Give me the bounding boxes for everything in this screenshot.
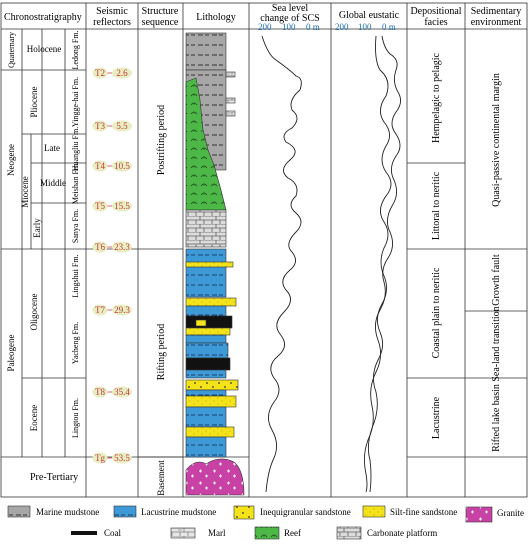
structure-sequence	[156, 105, 167, 496]
system-neogene: Neogene	[6, 144, 16, 176]
header-global-eustatic: Global eustatic	[338, 10, 400, 21]
env-rifted-lake: Rifted lake basin	[491, 384, 502, 452]
litho-lacustrine-2	[186, 306, 226, 316]
legend-inequigranular	[234, 506, 351, 519]
reflector-t7	[93, 305, 133, 316]
litho-lacustrine-8	[186, 437, 226, 457]
sea-scale-tick-0: 0 m	[306, 22, 320, 32]
reflector-tg	[93, 453, 133, 464]
depositional-facies	[431, 52, 442, 439]
legend-label-carbonate: Carbonate platform	[367, 528, 438, 538]
facies-littoral: Littoral to neritic	[431, 171, 442, 241]
header-seismic-line2: reflectors	[93, 17, 131, 28]
sedimentary-environment	[491, 73, 502, 452]
formation-yinggehai: Yingge-hai Fm.	[71, 76, 80, 128]
litho-lacustrine-1	[186, 249, 226, 297]
legend-marl	[171, 528, 226, 538]
formation-lingshui: Lingshui Fm.	[71, 254, 80, 298]
reflector-code: T2	[95, 68, 105, 78]
global-scale-tick-200: 200	[335, 22, 349, 32]
sea-level-curve-global-2	[364, 36, 400, 492]
legend-label-granite: Granite	[497, 508, 524, 518]
legend-label-inequigranular: Inequigranular sandstone	[260, 507, 351, 517]
legend-swatch-granite	[466, 507, 492, 522]
formations	[71, 30, 80, 438]
formation-yacheng: Yacheng Fm.	[71, 321, 80, 365]
sea-scale-tick-100: 100	[282, 22, 296, 32]
reflector-code: T5	[95, 201, 105, 211]
legend-reef	[255, 527, 301, 539]
legend-swatch-marine	[8, 506, 30, 517]
reflector-age: 35.4	[114, 387, 130, 397]
litho-marl-ledge-1	[226, 72, 235, 77]
reflector-age: 10.5	[114, 161, 130, 171]
sea-level-curve-scs	[262, 36, 301, 492]
litho-silt-3	[186, 328, 230, 335]
legend-swatch-reef	[255, 527, 279, 539]
reflector-code: T8	[95, 387, 105, 397]
litho-lacustrine-6	[186, 390, 226, 396]
reflector-t3	[93, 121, 133, 132]
reflector-age: 29.3	[114, 305, 130, 315]
reflector-age: 15.5	[114, 201, 130, 211]
system-pretertiary: Pre-Tertiary	[30, 472, 79, 483]
column-headers	[4, 3, 521, 32]
reflector-t4	[93, 161, 133, 172]
reflector-age: 23.3	[114, 242, 130, 252]
reflector-age: 2.6	[116, 68, 128, 78]
series-late: Late	[44, 143, 60, 153]
legend-label-marine: Marine mudstone	[36, 507, 100, 517]
litho-silt-1	[186, 262, 233, 267]
series-middle: Middle	[40, 178, 66, 188]
header-sea-level-line1: Sea level	[271, 3, 309, 14]
legend-swatch-inequigranular	[234, 506, 254, 519]
litho-lacustrine-7	[186, 407, 226, 427]
legend-lacustrine	[114, 506, 216, 517]
reflector-code: Tg	[95, 453, 105, 463]
reflector-t8	[93, 387, 133, 398]
env-growth-fault: Growth fault	[491, 254, 502, 306]
header-depositional-line2: facies	[424, 17, 448, 28]
legend-silt	[363, 506, 457, 517]
sea-level-curve-global-1	[368, 36, 391, 492]
reflector-t6	[93, 242, 133, 253]
legend-swatch-lacustrine	[114, 506, 136, 517]
litho-inequi-1	[196, 320, 206, 326]
header-structure-line1: Structure	[141, 6, 179, 17]
formation-lingtou: Lingtou Fm.	[71, 397, 80, 439]
series-oligocene: Oligocene	[29, 293, 39, 331]
formation-ledong: Ledong Fm.	[71, 30, 80, 70]
facies-coastal: Coastal plain to neritic	[431, 267, 442, 359]
litho-lacustrine-3	[186, 335, 226, 343]
legend-label-silt: Silt-fine sandstone	[390, 507, 458, 517]
litho-lacustrine-4	[186, 343, 228, 358]
sea-scale-tick-200: 200	[258, 22, 272, 32]
legend-swatch-coal	[71, 531, 97, 535]
env-quasi-passive: Quasi-passive continental margin	[491, 73, 502, 207]
header-environment-line2: environment	[470, 17, 522, 28]
litho-marl-ledge-2	[226, 98, 235, 103]
seismic-reflectors	[93, 68, 133, 464]
series-miocene: Miocene	[20, 176, 30, 208]
global-scale-tick-0: 0 m	[382, 22, 396, 32]
legend-granite	[466, 507, 524, 522]
legend-marine	[8, 506, 99, 517]
litho-carbonate	[186, 210, 226, 247]
lithology-column	[186, 33, 244, 495]
reflector-code: T6	[95, 242, 105, 252]
litho-silt-5	[186, 427, 234, 437]
litho-marl-ledge-3	[226, 111, 235, 116]
header-lithology: Lithology	[196, 12, 236, 23]
structure-postrifting: Postrifting period	[156, 104, 167, 176]
litho-marine-top	[186, 33, 226, 70]
legend-swatch-marl	[171, 528, 195, 538]
reflector-age: 5.5	[116, 121, 128, 131]
series-eocene: Eocene	[29, 404, 39, 432]
litho-silt-4	[186, 396, 236, 407]
header-chronostratigraphy: Chronostratigraphy	[4, 12, 82, 23]
series-pliocene: Pliocene	[29, 86, 39, 118]
litho-silt-2	[186, 298, 236, 306]
formation-huangliu: Huangliu Fm.	[71, 126, 80, 172]
global-scale-tick-100: 100	[358, 22, 372, 32]
legend-label-lacustrine: Lacustrine mudstone	[141, 507, 217, 517]
system-paleogene: Paleogene	[6, 334, 16, 372]
reflector-code: T3	[95, 121, 105, 131]
reflector-code: T4	[95, 161, 105, 171]
litho-coal-2	[186, 358, 230, 370]
header-seismic-line1: Seismic	[96, 6, 128, 17]
facies-lacustrine: Lacustrine	[431, 396, 442, 440]
series-early: Early	[32, 218, 42, 238]
env-sea-land: Sea-land transition	[491, 306, 502, 382]
structure-rifting: Rifting period	[156, 323, 167, 381]
facies-hemipelagic: Hempelagic to pelagic	[431, 53, 442, 143]
header-depositional-line1: Depositional	[410, 6, 462, 17]
reflector-code: T7	[95, 305, 105, 315]
legend-carbonate	[337, 527, 437, 539]
reflector-age: 53.5	[114, 453, 130, 463]
formation-meishan: Meishan Fm.	[71, 161, 80, 205]
legend-coal	[71, 528, 121, 538]
series-holocene: Holocene	[26, 44, 62, 54]
legend-swatch-carbonate	[337, 527, 361, 539]
legend-label-marl: Marl	[208, 528, 226, 538]
system-quaternary: Quaternary	[7, 32, 16, 68]
legend-label-reef: Reef	[284, 528, 301, 538]
series	[20, 44, 66, 431]
reflector-t5	[93, 201, 133, 212]
litho-granite	[186, 459, 244, 495]
legend-swatch-silt	[363, 506, 385, 517]
formation-sanya: Sanya Fm.	[71, 208, 80, 244]
structure-basement: Basement	[156, 460, 166, 496]
legend-label-coal: Coal	[104, 528, 121, 538]
reflector-t2	[93, 68, 133, 79]
litho-inequi-2	[186, 380, 238, 390]
header-structure-line2: sequence	[141, 17, 179, 28]
litho-lacustrine-5	[186, 370, 226, 378]
header-sea-level-line2: change of SCS	[260, 13, 320, 24]
litho-coal-1	[186, 316, 232, 328]
legend	[8, 506, 524, 539]
header-environment-line1: Sedimentary	[470, 6, 522, 17]
